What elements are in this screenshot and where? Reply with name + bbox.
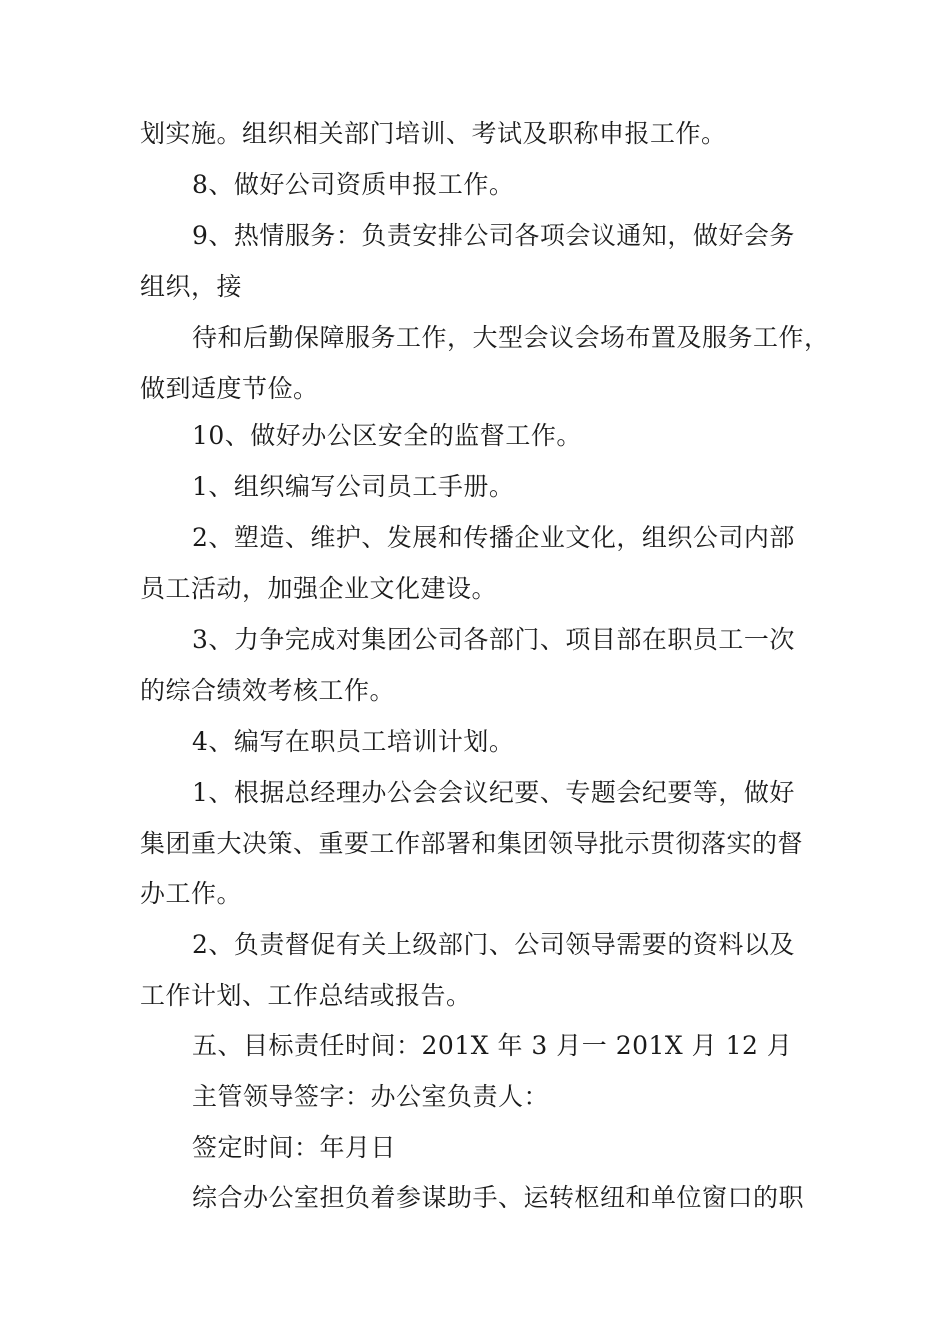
text-line: 办工作。 — [140, 879, 243, 908]
text-line: 的综合绩效考核工作。 — [140, 676, 396, 705]
text-line: 做到适度节俭。 — [140, 374, 319, 403]
text-line: 综合办公室担负着参谋助手、运转枢纽和单位窗口的职 — [192, 1183, 805, 1212]
text-line: 组织，接 — [140, 272, 243, 301]
text-line: 工作计划、工作总结或报告。 — [140, 981, 472, 1010]
text-line: 10、做好办公区安全的监督工作。 — [192, 421, 582, 450]
text-line: 8、做好公司资质申报工作。 — [192, 170, 515, 199]
text-line: 1、组织编写公司员工手册。 — [192, 472, 515, 501]
text-line: 集团重大决策、重要工作部署和集团领导批示贯彻落实的督 — [140, 829, 804, 858]
text-line: 3、力争完成对集团公司各部门、项目部在职员工一次 — [192, 625, 795, 654]
text-line: 签定时间：年月日 — [192, 1133, 397, 1162]
text-line: 划实施。组织相关部门培训、考试及职称申报工作。 — [140, 119, 727, 148]
text-line: 2、负责督促有关上级部门、公司领导需要的资料以及 — [192, 930, 795, 959]
text-line: 2、塑造、维护、发展和传播企业文化，组织公司内部 — [192, 523, 795, 552]
text-line: 待和后勤保障服务工作，大型会议会场布置及服务工作， — [192, 323, 830, 352]
text-line: 主管领导签字：办公室负责人： — [192, 1082, 550, 1111]
text-line: 五、目标责任时间：201X 年 3 月一 201X 月 12 月 — [192, 1031, 793, 1060]
text-line: 4、编写在职员工培训计划。 — [192, 727, 515, 756]
text-line: 1、根据总经理办公会会议纪要、专题会纪要等，做好 — [192, 778, 795, 807]
text-line: 9、热情服务：负责安排公司各项会议通知，做好会务 — [192, 221, 795, 250]
text-line: 员工活动，加强企业文化建设。 — [140, 574, 498, 603]
